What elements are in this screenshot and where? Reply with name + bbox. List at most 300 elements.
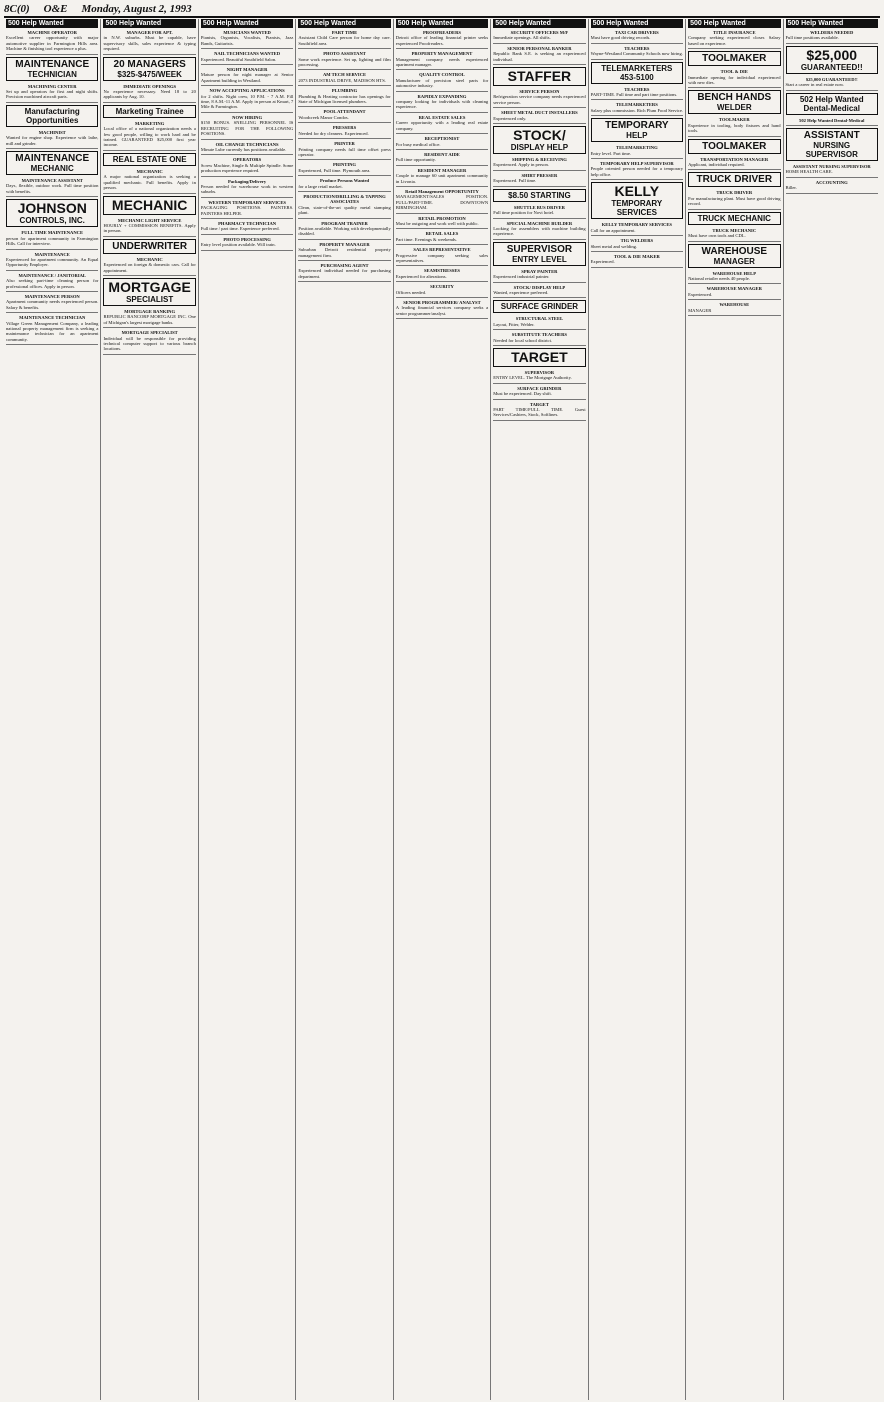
classified-ad	[6, 130, 98, 146]
ad-title: MAINTENANCE TECHNICIAN	[19, 315, 86, 321]
ad-body: Clean, state-of-the-art quality metal stamping plant.	[298, 204, 391, 216]
display-ad-headline: TOOLMAKER	[702, 140, 767, 152]
classified-ad	[201, 237, 293, 248]
ad-body: Printing company needs full time offset press operator.	[298, 146, 391, 157]
classified-ad	[591, 254, 683, 265]
ad-title: RECEPTIONIST	[424, 136, 460, 142]
ad-divider	[493, 420, 585, 421]
ad-title: Packaging/Delivery	[227, 178, 267, 184]
ad-title: TEMPORARY HELP SUPERVISOR	[599, 161, 674, 167]
display-ad	[103, 239, 195, 254]
ad-body: Screw Machine, Single & Multiple Spindle. Some production experience required.	[200, 162, 294, 174]
ad-title: NIGHT MANAGER	[226, 67, 268, 73]
classified-ad	[298, 141, 390, 157]
display-ad-subhead: ENTRY LEVEL	[512, 254, 567, 264]
classified-ad	[298, 221, 390, 237]
display-ad	[786, 93, 878, 115]
ad-title: PRESSERS	[332, 125, 357, 131]
classified-column	[589, 19, 686, 1400]
ad-body: Couple to manage 60 unit apartment community in Livonia.	[395, 173, 489, 184]
column-header: 500 Help Wanted	[591, 19, 683, 28]
ad-body: ENTRY LEVEL. The Mortgage Authority.	[493, 375, 572, 381]
ad-divider	[688, 299, 780, 300]
ad-body: Experienced. Apply in person.	[493, 162, 549, 168]
ad-body: 2073 INDUSTRIAL DRIVE, MADISON HTS.	[298, 77, 386, 83]
ad-body: Assistant Child Care person for home day care. Southfield area.	[298, 35, 391, 46]
ad-body: for 2 shifts. Night crew, 10 P.M. - 7 A.M. Fill time, 8 A.M.-11 A.M. Apply in person at Kmart, 7 Mile & Farmington.	[200, 93, 294, 110]
ad-title: WAREHOUSE	[719, 302, 750, 308]
ad-divider	[591, 99, 683, 100]
ad-title: TRANSPORTATION MANAGER	[700, 156, 769, 162]
display-ad-headline: UNDERWRITER	[112, 240, 188, 252]
ad-title: POOL ATTENDANT	[323, 109, 366, 115]
ad-body: Experienced. Full time.	[493, 178, 537, 184]
ad-divider	[786, 90, 878, 91]
ad-title: TEACHERS	[624, 86, 650, 92]
ad-divider	[591, 179, 683, 180]
ad-divider	[298, 260, 390, 261]
classified-ad	[493, 205, 585, 216]
classified-ad	[786, 180, 878, 191]
classified-ad	[6, 230, 98, 246]
classified-ad	[298, 30, 390, 46]
ad-divider	[786, 125, 878, 126]
ad-body: Experienced.	[688, 291, 713, 297]
column-header: 500 Help Wanted	[493, 19, 585, 28]
display-ad-subhead: WELDER	[716, 103, 752, 113]
ad-divider	[103, 236, 195, 237]
classified-ad	[201, 67, 293, 83]
classified-ad	[786, 30, 878, 41]
classified-ad	[201, 142, 293, 153]
classified-ad	[493, 370, 585, 381]
ad-title: MAINTENANCE / JANITORIAL	[18, 272, 86, 278]
ad-body: Full time / part time. Experience preferred.	[200, 226, 280, 232]
classified-ad	[201, 115, 293, 137]
classified-ad	[201, 30, 293, 46]
ad-divider	[688, 315, 780, 316]
classified-column	[199, 19, 296, 1400]
ad-body: Local office of a national organization needs a few good people, willing to work hard and be trained. GUARANTEED $25,000 first year income.	[103, 126, 196, 148]
ad-body: Republic Bank S.E. is seeking an experienced individual.	[493, 51, 586, 62]
classified-ad	[688, 190, 780, 206]
classified-ad	[688, 117, 780, 133]
display-ad-subhead: 453-5100	[619, 72, 654, 82]
ad-divider	[201, 176, 293, 177]
display-ad-headline: 502 Help Wanted	[799, 94, 864, 104]
ad-divider	[396, 228, 488, 229]
ad-title: MECHANIC LIGHT SERVICE	[117, 217, 182, 223]
newspaper-page	[4, 2, 880, 1400]
ad-divider	[396, 265, 488, 266]
ad-title: SALES REPRESENTATIVE	[413, 247, 471, 253]
classified-column	[686, 19, 783, 1400]
ad-title: PART TIME	[331, 30, 358, 35]
ad-divider	[786, 193, 878, 194]
ad-title: PROPERTY MANAGEMENT	[411, 51, 473, 57]
ad-divider	[688, 169, 780, 170]
ad-title: PLUMBING	[331, 88, 358, 94]
classified-ad	[396, 51, 488, 67]
ad-title: Produce Persons Wanted	[319, 178, 370, 184]
display-ad	[591, 182, 683, 219]
classified-ad	[6, 178, 98, 194]
ad-title: FULL TIME MAINTENANCE	[21, 230, 84, 236]
ad-divider	[298, 85, 390, 86]
ad-divider	[396, 48, 488, 49]
display-ad-headline: KELLY	[614, 183, 660, 200]
ad-title: MECHANIC	[136, 256, 163, 262]
classified-ad	[6, 315, 98, 342]
ad-title: WAREHOUSE HELP	[712, 270, 757, 276]
display-ad-headline: MECHANIC	[111, 196, 188, 213]
ad-body: Experienced industrial painter.	[493, 274, 550, 280]
ad-title: ASSISTANT NURSING SUPERVISOR	[792, 164, 871, 170]
classified-ad	[103, 169, 195, 191]
classified-ad	[6, 273, 98, 289]
classified-column	[101, 19, 198, 1400]
ad-body: Pianists, Organists, Vocalists, Pianists, Jazz Bands, Guitarists.	[200, 35, 294, 46]
ad-divider	[493, 218, 585, 219]
classified-ad	[103, 30, 195, 52]
classified-ad	[396, 247, 488, 263]
classified-ad	[298, 242, 390, 258]
ad-body: Experience in tooling, body fixtures and hand tools.	[688, 122, 781, 134]
display-ad	[786, 128, 878, 161]
ad-body: Individual will be responsible for providing technical computer support to various branch locations.	[103, 335, 196, 352]
ad-title: QUALITY CONTROL	[419, 72, 465, 78]
classified-ad	[591, 238, 683, 249]
ad-title: MORTGAGE BANKING	[124, 308, 176, 314]
ad-body: Career opportunity with a leading real estate company.	[395, 120, 489, 131]
display-ad	[6, 105, 98, 127]
display-ad-headline: TEMPORARY	[605, 120, 669, 132]
ad-divider	[493, 297, 585, 298]
classified-ad	[493, 173, 585, 184]
classified-ad	[396, 72, 488, 88]
classified-ad	[493, 30, 585, 41]
ad-divider	[6, 102, 98, 103]
ad-title: TELEMARKETING	[616, 145, 658, 151]
classified-ad	[786, 77, 878, 88]
classified-ad	[688, 271, 780, 282]
display-ad-headline: TOOLMAKER	[702, 53, 767, 65]
classified-ad	[396, 284, 488, 295]
section-label: 8C(0)	[4, 3, 30, 15]
ad-divider	[396, 69, 488, 70]
ad-body: Sheet metal and welding.	[590, 243, 638, 249]
ad-title: RETAIL SALES	[425, 231, 459, 237]
display-ad	[688, 51, 780, 66]
ad-body: Progressive company seeking sales representatives.	[395, 252, 489, 263]
ad-divider	[493, 282, 585, 283]
display-ad	[591, 118, 683, 142]
ad-title: TOOLMAKER	[718, 117, 750, 123]
classified-ad	[396, 168, 488, 184]
ad-title: TARGET	[529, 401, 549, 407]
classified-ad	[298, 178, 390, 189]
ad-divider	[688, 87, 780, 88]
display-ad-subhead: GUARANTEED!!	[800, 62, 863, 72]
display-ad	[688, 244, 780, 268]
ad-body: Minute Lube currently has positions available.	[200, 146, 287, 152]
display-ad-headline: BENCH HANDS	[697, 92, 772, 104]
classified-ad	[396, 189, 488, 211]
ad-title: WAREHOUSE MANAGER	[706, 286, 762, 292]
ad-divider	[396, 186, 488, 187]
ad-divider	[201, 197, 293, 198]
column-header: 500 Help Wanted	[298, 19, 390, 28]
ad-body: MANAGEMENT/SALES POSITION. FULL/PART-TIME. DOWNTOWN BIRMINGHAM.	[395, 194, 489, 211]
display-ad	[103, 105, 195, 118]
ad-divider	[298, 175, 390, 176]
ad-body: Plumbing & Heating contractor has openings for State of Michigan licensed plumbers.	[298, 93, 391, 105]
ad-title: KELLY TEMPORARY SERVICES	[601, 222, 672, 228]
ad-divider	[396, 165, 488, 166]
ad-title: RAPIDLY EXPANDING	[417, 93, 467, 99]
ad-divider	[688, 48, 780, 49]
display-ad	[688, 212, 780, 225]
ad-divider	[298, 239, 390, 240]
classified-ad	[493, 89, 585, 105]
classified-ad	[493, 110, 585, 121]
ad-divider	[493, 43, 585, 44]
ad-title: PROGRAM TRAINER	[321, 220, 368, 226]
classified-ad	[298, 88, 390, 104]
ad-title: SHIPPING & RECEIVING	[511, 157, 567, 163]
display-ad	[688, 139, 780, 154]
ad-divider	[201, 218, 293, 219]
ad-title: MORTGAGE SPECIALIST	[121, 330, 178, 336]
classified-ad	[201, 221, 293, 232]
classified-ad	[103, 121, 195, 148]
classified-column	[784, 19, 880, 1400]
ad-body: Salary plus commission. Rich Plum Food Service.	[590, 107, 684, 113]
column-header: 500 Help Wanted	[396, 19, 488, 28]
ad-title: PURCHASING AGENT	[320, 263, 369, 268]
classified-ad	[103, 330, 195, 352]
ad-title: MAINTENANCE	[34, 251, 70, 257]
ad-body: HOME HEALTH CARE.	[785, 169, 833, 175]
ad-title: MACHINIST	[38, 129, 66, 135]
ad-divider	[493, 170, 585, 171]
ad-divider	[298, 191, 390, 192]
ad-title: TOOL & DIE	[720, 69, 748, 75]
classified-ad	[786, 118, 878, 123]
display-ad	[103, 196, 195, 215]
classified-column	[4, 19, 101, 1400]
ad-divider	[591, 59, 683, 60]
display-ad	[688, 172, 780, 187]
classified-ad	[591, 30, 683, 41]
ad-body: Experienced. Beautiful Southfield Salon.	[200, 56, 277, 62]
ad-title: SPRAY PAINTER	[521, 268, 558, 274]
classified-ad	[103, 218, 195, 234]
display-ad	[493, 67, 585, 86]
classified-ad	[591, 87, 683, 98]
ad-title: SENIOR PERSONAL BANKER	[507, 45, 572, 51]
ad-body: For manufacturing plant. Must have good driving record.	[688, 195, 781, 207]
classified-columns	[4, 19, 880, 1400]
classified-ad	[688, 286, 780, 297]
ad-title: WESTERN TEMPORARY SERVICES	[208, 199, 286, 205]
ad-divider	[493, 123, 585, 124]
classified-ad	[591, 161, 683, 177]
ad-body: Refrigeration service company needs experienced service person.	[493, 94, 586, 105]
ad-body: Needed for dry cleaners. Experienced.	[298, 130, 369, 136]
ad-body: No experience necessary. Need 18 to 20 applicants by Aug. 10.	[103, 89, 196, 100]
display-ad-headline: Manufacturing	[24, 106, 80, 116]
display-ad	[493, 189, 585, 202]
display-ad-subhead: SPECIALIST	[126, 294, 174, 304]
ad-body: Experienced individual needed for purchasing department.	[298, 268, 391, 279]
display-ad-subhead: DISPLAY HELP	[510, 143, 569, 153]
classified-ad	[493, 269, 585, 280]
paper-name: O&E	[43, 3, 68, 15]
ad-title: Retail Management OPPORTUNITY	[405, 188, 479, 194]
classified-ad	[6, 294, 98, 310]
ad-divider	[591, 251, 683, 252]
ad-title: SEAMSTRESSES	[423, 268, 460, 274]
ad-divider	[298, 106, 390, 107]
ad-body: Experienced.	[590, 259, 615, 265]
ad-body: Entry level position available. Will train.	[200, 242, 276, 248]
ad-title: TITLE INSURANCE	[713, 30, 756, 35]
ad-title: MACHINING CENTER	[27, 83, 77, 89]
classified-ad	[396, 115, 488, 131]
column-header: 500 Help Wanted	[201, 19, 293, 28]
ad-body: Wanted for engine shop. Experience with lathe, mill and grinder.	[6, 135, 99, 146]
classified-ad	[6, 252, 98, 268]
ad-body: Management company needs experienced apartment manager.	[395, 56, 489, 68]
ad-divider	[396, 149, 488, 150]
display-ad	[493, 126, 585, 154]
display-ad-headline: SURFACE GRINDER	[500, 302, 579, 312]
ad-title: OPERATORS	[233, 157, 262, 163]
ad-body: Part time. Evenings & weekends.	[395, 236, 457, 242]
display-ad-headline: MAINTENANCE	[15, 58, 90, 70]
ad-title: NOW HIRING	[232, 114, 263, 120]
display-ad-headline: TRUCK DRIVER	[696, 174, 773, 186]
ad-title: SECURITY OFFICERS M/F	[510, 30, 569, 35]
ad-divider	[201, 154, 293, 155]
ad-divider	[396, 91, 488, 92]
display-ad-headline: MORTGAGE	[108, 278, 191, 295]
ad-title: TEACHERS	[624, 45, 650, 51]
ad-body: Wayne-Westland Community Schools now hiring.	[590, 51, 683, 57]
ad-divider	[6, 344, 98, 345]
ad-divider	[493, 329, 585, 330]
display-ad-headline: TELEMARKETERS	[601, 63, 673, 73]
display-ad-subhead: TEMPORARY SERVICES	[611, 199, 663, 218]
ad-title: AM TECH SERVICE	[322, 72, 367, 78]
ad-body: Full time positions available.	[785, 35, 839, 41]
ad-divider	[6, 312, 98, 313]
ad-divider	[396, 318, 488, 319]
classified-ad	[201, 88, 293, 110]
issue-date: Monday, August 2, 1993	[81, 3, 192, 15]
masthead	[4, 2, 880, 18]
ad-body: Start a career in real estate now.	[785, 82, 844, 88]
ad-title: MACHINE OPERATOR	[27, 30, 77, 35]
ad-title: TAXI CAB DRIVERS	[614, 30, 659, 35]
ad-body: PART-TIME. Full time and part time positions.	[590, 92, 678, 98]
ad-title: REAL ESTATE SALES	[418, 114, 466, 120]
ad-title: MUSICIANS WANTED	[223, 30, 271, 35]
ad-body: Experienced for apartment community. An Equal Opportunity Employer.	[6, 256, 99, 268]
ad-title: ACCOUNTING	[815, 179, 848, 185]
ad-title: PROPERTY MANAGER	[319, 241, 370, 247]
display-ad-headline: $25,000	[806, 46, 858, 63]
ad-divider	[298, 69, 390, 70]
classified-ad	[396, 231, 488, 242]
ad-divider	[201, 85, 293, 86]
ad-title: SHUTTLE BUS DRIVER	[513, 204, 565, 210]
ad-divider	[103, 102, 195, 103]
ad-body: For busy medical office.	[395, 141, 441, 147]
display-ad-headline: ASSISTANT	[803, 130, 860, 142]
classified-ad	[493, 386, 585, 397]
ad-body: in N.W. suburbs. Must be capable, have supervisory skills, sales experience & typing required.	[103, 35, 196, 52]
ad-divider	[298, 122, 390, 123]
ad-divider	[591, 115, 683, 116]
classified-ad	[103, 257, 195, 273]
ad-body: Suburban Detroit residential property management firm.	[298, 247, 391, 258]
ad-title: SECURITY	[430, 284, 454, 290]
ad-body: Position available. Working with developmentally disabled.	[298, 225, 391, 237]
classified-ad	[591, 145, 683, 156]
ad-title: RESIDENT AIDE	[424, 151, 460, 157]
classified-ad	[493, 316, 585, 327]
ad-body: Also seeking part-time cleaning person for professional offices. Apply in person.	[6, 278, 99, 289]
ad-body: Wanted, experience preferred.	[493, 289, 549, 295]
ad-title: NAIL TECHNICIANS WANTED	[214, 51, 281, 57]
ad-body: Must have own tools and CDL.	[688, 233, 746, 239]
ad-title: $25,000 GUARANTEED!!	[805, 76, 858, 82]
display-ad	[6, 57, 98, 81]
ad-body: Must be outgoing and work well with public.	[395, 220, 479, 226]
display-ad-subhead: CONTROLS, INC.	[19, 216, 85, 226]
display-ad-headline: TARGET	[511, 348, 568, 365]
ad-title: RETAIL PROMOTION	[418, 215, 466, 221]
classified-ad	[493, 221, 585, 237]
display-ad	[786, 46, 878, 74]
ad-body: Biller.	[785, 185, 797, 191]
classified-ad	[688, 302, 780, 313]
ad-body: Immediate opening for individual experienced with new dies.	[688, 74, 781, 86]
ad-divider	[6, 270, 98, 271]
display-ad-headline: WAREHOUSE	[701, 245, 768, 257]
classified-column	[491, 19, 588, 1400]
display-ad	[103, 278, 195, 306]
ad-divider	[493, 64, 585, 65]
classified-ad	[298, 125, 390, 136]
column-header: 500 Help Wanted	[6, 19, 98, 28]
classified-ad	[688, 30, 780, 46]
classified-column	[296, 19, 393, 1400]
classified-column	[394, 19, 491, 1400]
ad-body: Must have good driving records.	[590, 35, 651, 41]
ad-divider	[201, 48, 293, 49]
ad-divider	[103, 150, 195, 151]
ad-body: Days, flexible, outdoor work. Full time position with benefits.	[6, 183, 99, 194]
classified-ad	[493, 285, 585, 296]
ad-body: Layout, Fitter, Welder.	[493, 321, 535, 327]
display-ad-headline: REAL ESTATE ONE	[112, 154, 187, 164]
classified-ad	[298, 263, 390, 279]
classified-ad	[396, 136, 488, 147]
ad-title: SURFACE GRINDER	[517, 385, 562, 391]
